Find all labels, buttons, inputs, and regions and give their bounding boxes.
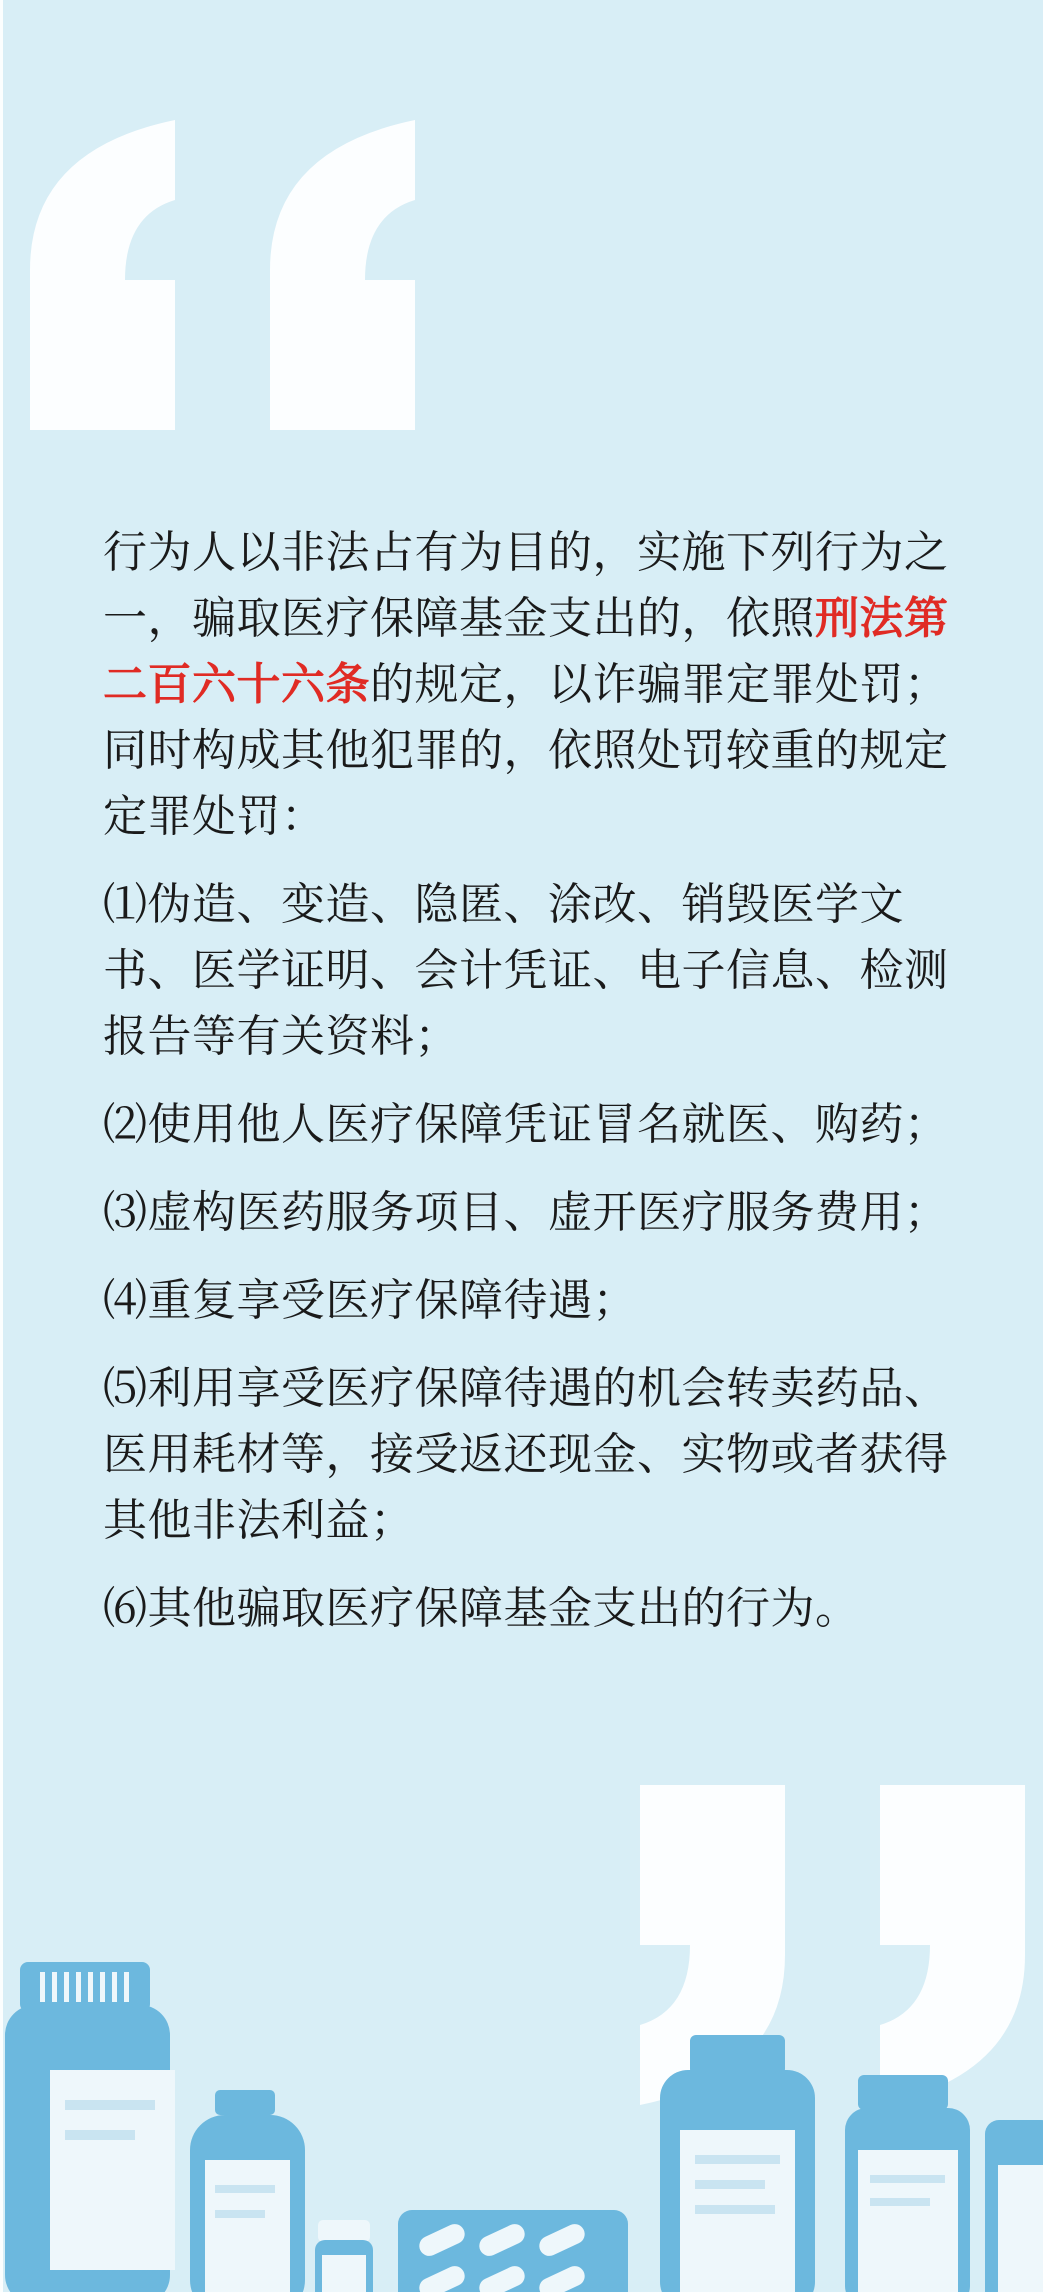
- list-item-6: ⑹其他骗取医疗保障基金支出的行为。: [103, 1583, 860, 1634]
- left-bottle-icon: [5, 1962, 175, 2292]
- medicine-bottles-illustration: [0, 1900, 1043, 2292]
- edge-bottle-icon: [985, 2120, 1043, 2292]
- list-item-1: ⑴伪造、变造、隐匿、涂改、销毁医学文书、医学证明、会计凭证、电子信息、检测报告等有关资料；: [103, 879, 949, 1062]
- far-right-bottle-icon: [845, 2075, 970, 2292]
- intro-paragraph: [103, 520, 963, 850]
- list-item-3: ⑶虚构医药服务项目、虚开医疗服务费用；: [103, 1187, 949, 1238]
- open-quote-icon: [30, 120, 430, 440]
- small-bottle-icon: [190, 2090, 305, 2292]
- right-bottle-icon: [660, 2035, 815, 2292]
- list-item-2: ⑵使用他人医疗保障凭证冒名就医、购药；: [103, 1099, 949, 1150]
- list-item-4: ⑷重复享受医疗保障待遇；: [103, 1275, 637, 1326]
- criminal-law-article: 刑法第二百六十六条: [103, 593, 949, 710]
- vial-icon: [315, 2220, 373, 2292]
- intro-text-2: 的规定，以诈骗罪定罪处罚；同时构成其他犯罪的，依照处罚较重的规定定罪处罚：: [103, 659, 949, 842]
- pill-blister-icon: [398, 2210, 628, 2292]
- article-text: [103, 520, 963, 1664]
- list-item-5: ⑸利用享受医疗保障待遇的机会转卖药品、医用耗材等，接受返还现金、实物或者获得其他非法利益；: [103, 1363, 949, 1546]
- intro-text-1: 行为人以非法占有为目的，实施下列行为之一，骗取医疗保障基金支出的，依照: [103, 527, 949, 644]
